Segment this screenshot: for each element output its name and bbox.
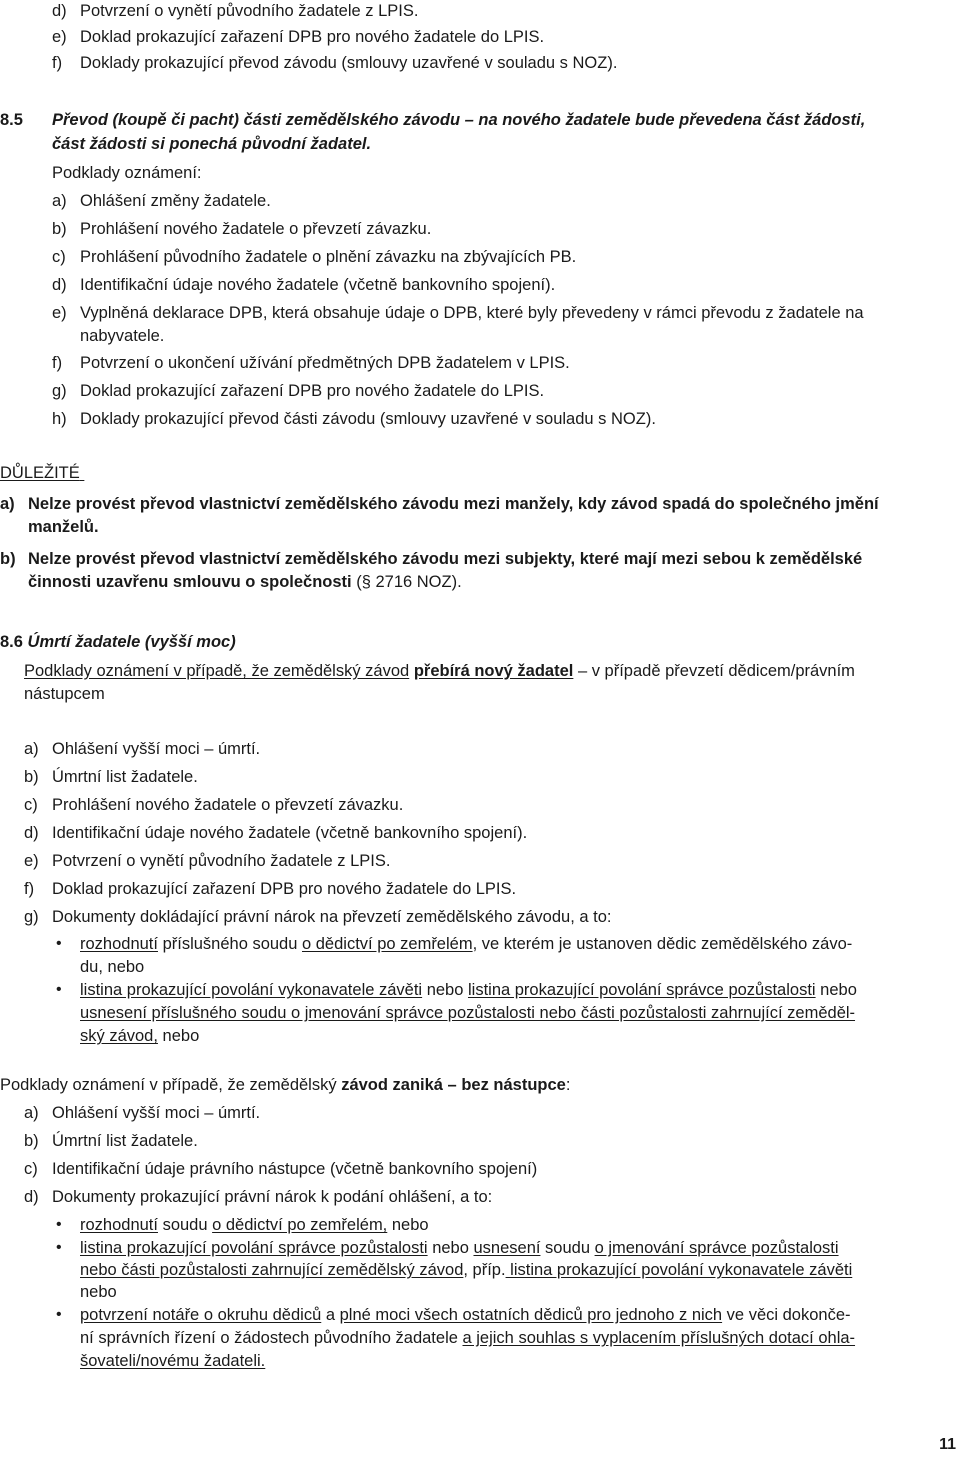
bullet-icon: • — [56, 981, 62, 998]
bullet-icon: • — [56, 1216, 62, 1233]
bullet-icon: • — [56, 1306, 62, 1323]
bullet-item-cont: usnesení příslušného soudu o jmenování správce pozůstalosti nebo části pozůstalosti zahrnující zeměděl- — [80, 1004, 856, 1022]
list-item: e) Doklad prokazující zařazení DPB pro nového žadatele do LPIS. — [52, 28, 545, 46]
bullet-icon: • — [56, 1239, 62, 1256]
list-item: d) Identifikační údaje nového žadatele (včetně bankovního spojení). — [24, 824, 528, 842]
bullet-item-cont: ský závod, nebo — [80, 1027, 200, 1045]
bullet-item: listina prokazující povolání správce pozůstalosti nebo usnesení soudu o jmenování správce pozůstalosti — [80, 1239, 839, 1257]
list-item: h) Doklady prokazující převod části závodu (smlouvy uzavřené v souladu s NOZ). — [52, 410, 656, 428]
list-item: e) Vyplněná deklarace DPB, která obsahuje údaje o DPB, které byly převedeny v rámci převodu z žadatele na — [52, 304, 864, 322]
list-item: f) Potvrzení o ukončení užívání předmětných DPB žadatelem v LPIS. — [52, 354, 570, 372]
bullet-item-cont: nebo — [80, 1283, 117, 1301]
section-heading: 8.6 Úmrtí žadatele (vyšší moc) — [0, 633, 236, 651]
list-item: d) Potvrzení o vynětí původního žadatele z LPIS. — [52, 2, 419, 20]
page-number: 11 — [939, 1436, 956, 1453]
list-item: c) Prohlášení původního žadatele o plnění závazku na zbývajících PB. — [52, 248, 577, 266]
section-intro: Podklady oznámení v případě, že zemědělský závod zaniká – bez nástupce: — [0, 1076, 571, 1094]
list-item: d) Dokumenty prokazující právní nárok k podání ohlášení, a to: — [24, 1188, 493, 1206]
list-item: a) Ohlášení vyšší moci – úmrtí. — [24, 1104, 261, 1122]
important-item-b: b) Nelze provést převod vlastnictví zemědělského závodu mezi subjekty, které mají mezi sebou k zemědělské — [0, 550, 863, 568]
list-item: a) Ohlášení vyšší moci – úmrtí. — [24, 740, 261, 758]
list-item: b) Úmrtní list žadatele. — [24, 1132, 198, 1150]
podklady-label: Podklady oznámení: — [52, 164, 202, 182]
list-item: c) Prohlášení nového žadatele o převzetí závazku. — [24, 796, 404, 814]
section-intro: Podklady oznámení v případě, že zemědělský závod přebírá nový žadatel – v případě převzetí dědicem/právním — [24, 662, 855, 680]
list-item: c) Identifikační údaje právního nástupce (včetně bankovního spojení) — [24, 1160, 538, 1178]
bullet-item: rozhodnutí příslušného soudu o dědictví po zemřelém, ve kterém je ustanoven dědic zemědělského závo- — [80, 935, 853, 953]
list-item: e) Potvrzení o vynětí původního žadatele z LPIS. — [24, 852, 391, 870]
list-item: g) Dokumenty dokládající právní nárok na převzetí zemědělského závodu, a to: — [24, 908, 612, 926]
list-item: d) Identifikační údaje nového žadatele (včetně bankovního spojení). — [52, 276, 556, 294]
bullet-item-cont: nebo části pozůstalosti zahrnující zemědělský závod, příp. listina prokazující povolání vykonavatele závěti — [80, 1261, 853, 1279]
list-item: g) Doklad prokazující zařazení DPB pro nového žadatele do LPIS. — [52, 382, 545, 400]
bullet-item-cont: šovateli/novému žadateli. — [80, 1352, 266, 1370]
list-item: f) Doklad prokazující zařazení DPB pro nového žadatele do LPIS. — [24, 880, 517, 898]
important-item-b-cont: činnosti uzavřenu smlouvu o společnosti (§ 2716 NOZ). — [28, 573, 462, 591]
list-item: b) Prohlášení nového žadatele o převzetí závazku. — [52, 220, 432, 238]
important-item-a: a) Nelze provést převod vlastnictví zemědělského závodu mezi manžely, kdy závod spadá do společného jmění — [0, 495, 879, 513]
bullet-item-cont: du, nebo — [80, 958, 145, 976]
section-heading: 8.5 Převod (koupě či pacht) části zemědělského závodu – na nového žadatele bude převedena část žádosti, — [0, 111, 866, 129]
section-heading-cont: část žádosti si ponechá původní žadatel. — [52, 135, 372, 153]
bullet-item: rozhodnutí soudu o dědictví po zemřelém, nebo — [80, 1216, 429, 1234]
list-item: f) Doklady prokazující převod závodu (smlouvy uzavřené v souladu s NOZ). — [52, 54, 618, 72]
important-title: DŮLEŽITÉ — [0, 464, 80, 482]
list-item: a) Ohlášení změny žadatele. — [52, 192, 271, 210]
bullet-icon: • — [56, 935, 62, 952]
list-item-cont: nabyvatele. — [80, 327, 165, 345]
section-intro-cont: nástupcem — [24, 685, 105, 703]
important-item-a-cont: manželů. — [28, 518, 99, 536]
bullet-item-cont: ní správních řízení o žádostech původního žadatele a jejich souhlas s vyplacením příslušných dotací ohla- — [80, 1329, 856, 1347]
bullet-item: potvrzení notáře o okruhu dědiců a plné moci všech ostatních dědiců pro jednoho z nich ve věci dokonče- — [80, 1306, 851, 1324]
list-item: b) Úmrtní list žadatele. — [24, 768, 198, 786]
bullet-item: listina prokazující povolání vykonavatele závěti nebo listina prokazující povolání správce pozůstalosti nebo — [80, 981, 857, 999]
